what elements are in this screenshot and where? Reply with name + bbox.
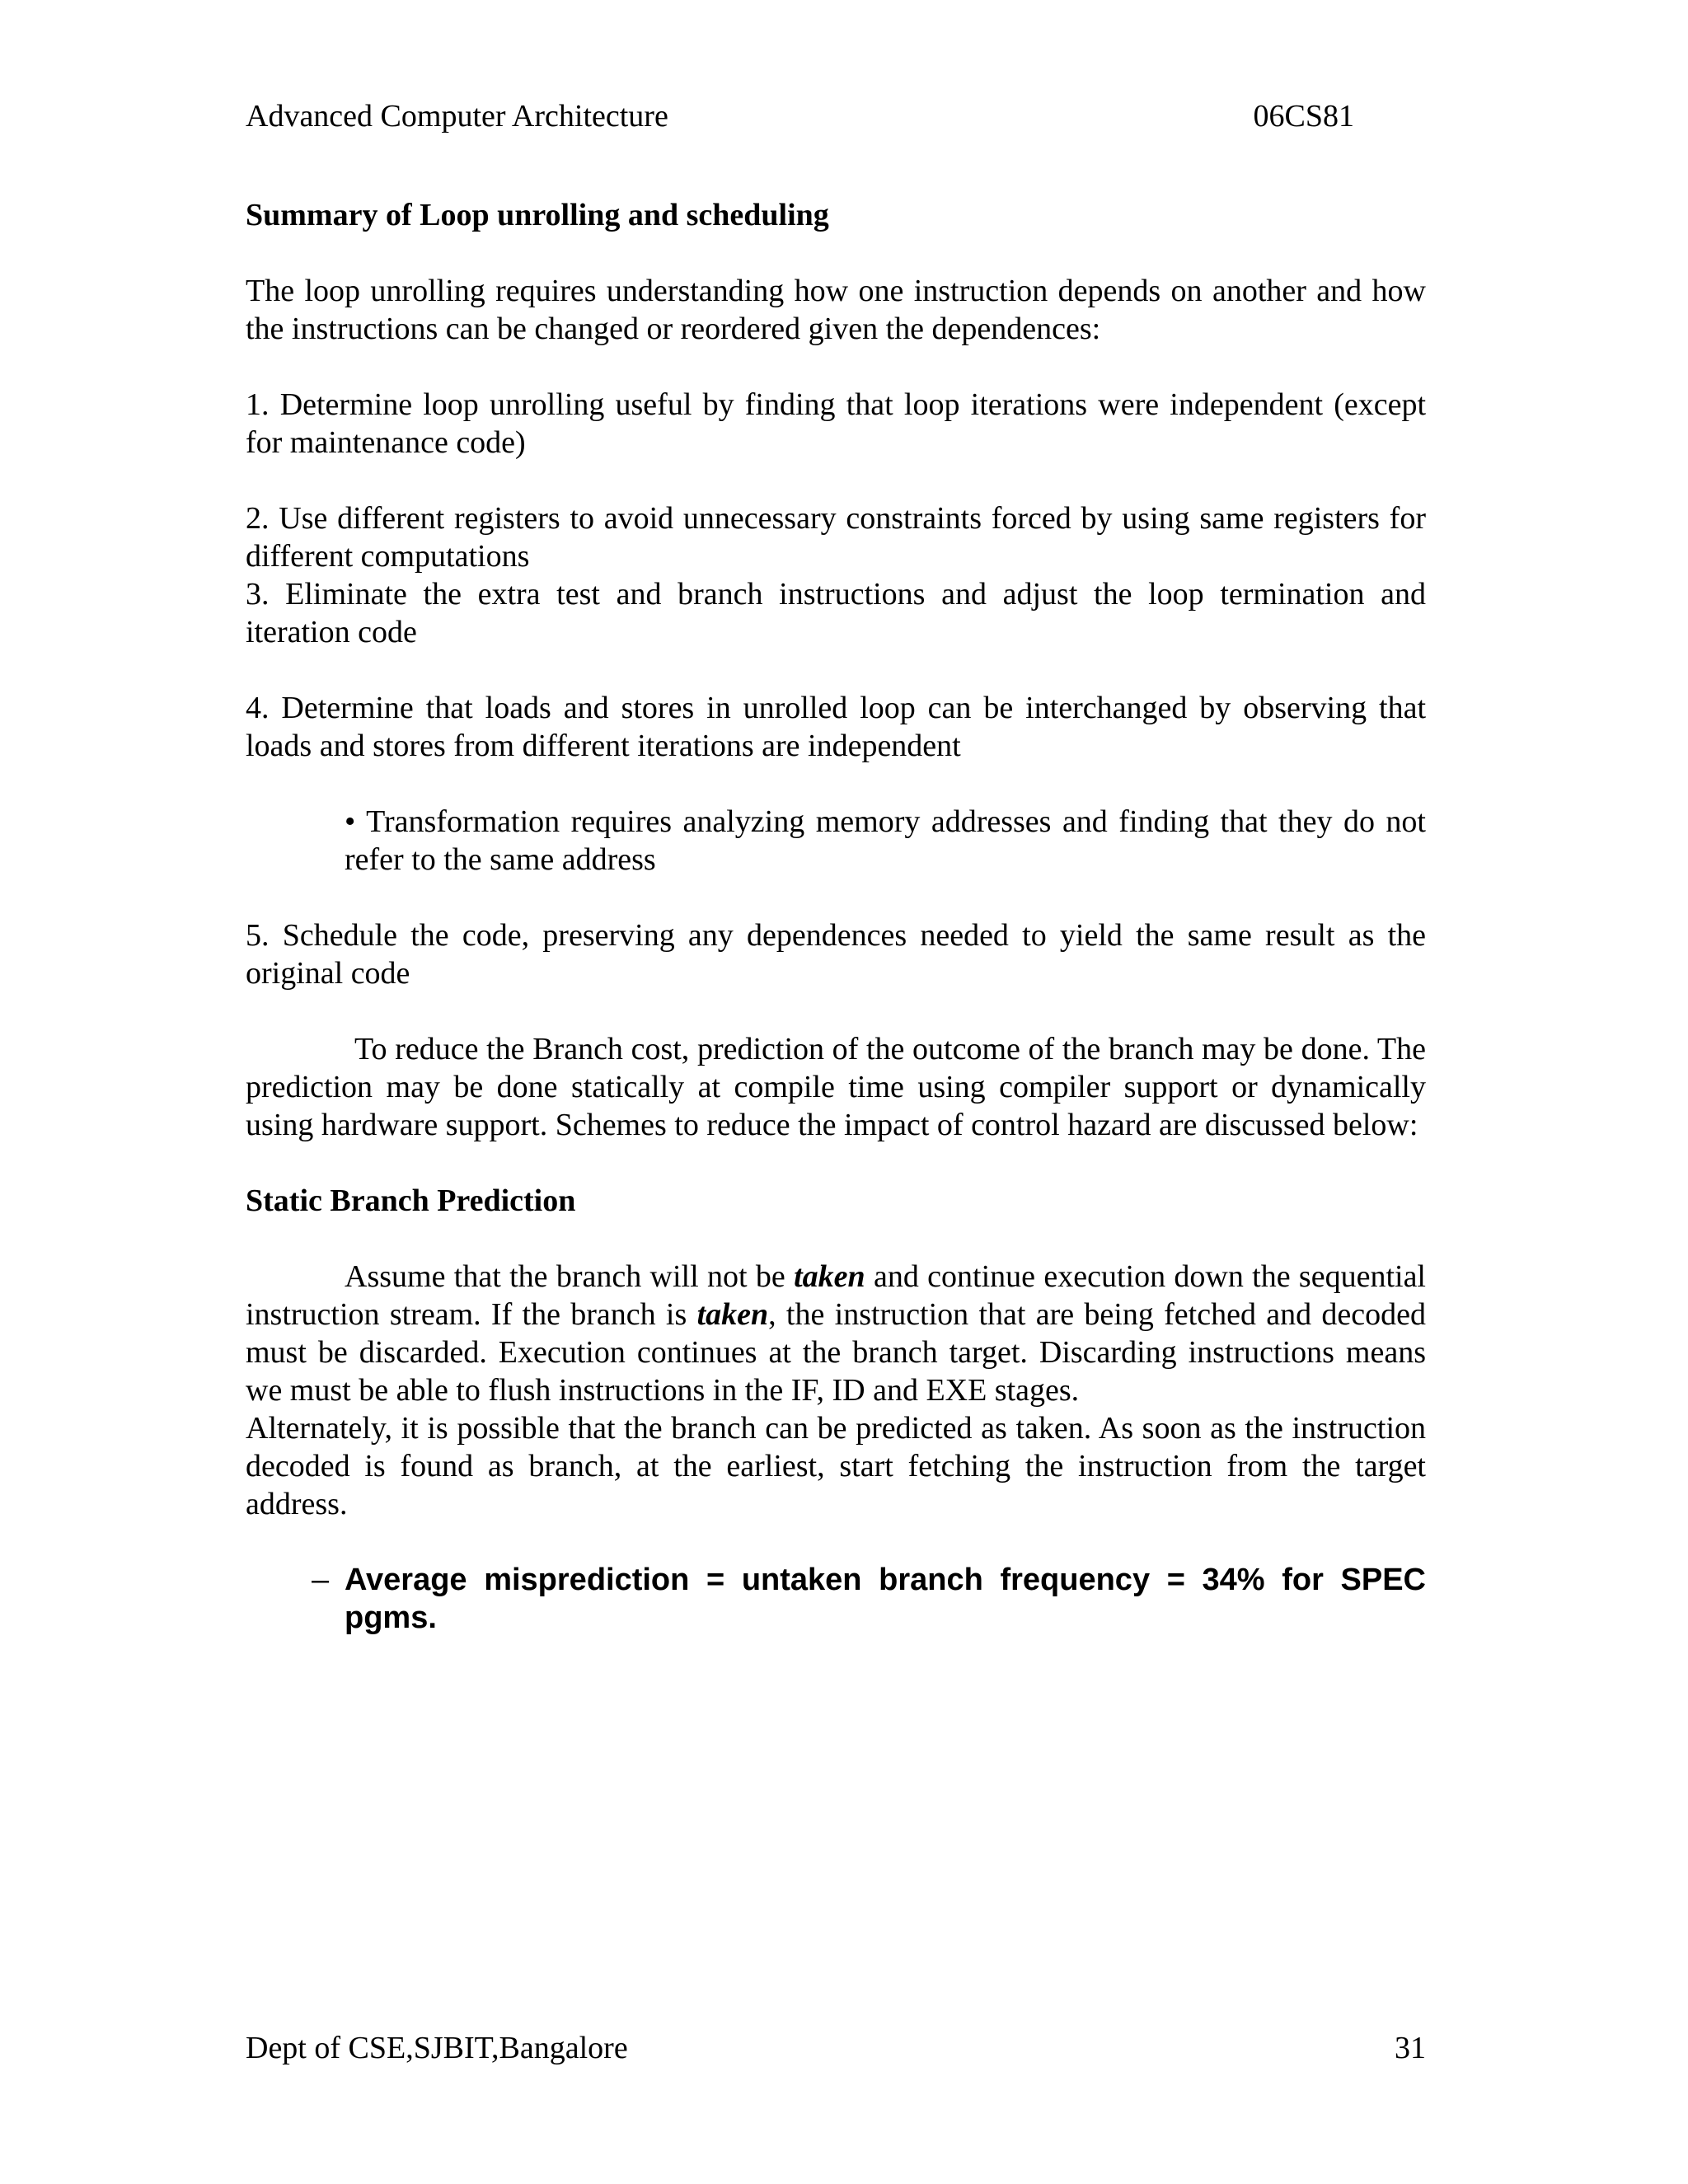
list-item-1: 1. Determine loop unrolling useful by finding that loop iterations were independent (except for maintenance code): [246, 387, 1426, 460]
static-prediction-paragraph: [246, 1258, 1426, 1409]
bullet-item: • Transformation requires analyzing memory addresses and finding that they do not refer to the same address: [345, 804, 1426, 877]
header-course-code: 06CS81: [1253, 99, 1354, 134]
bullet-block: [246, 803, 1426, 879]
header-course-title: Advanced Computer Architecture: [246, 99, 668, 134]
page-number: 31: [1395, 2031, 1426, 2065]
section-title-static-branch-prediction: Static Branch Prediction: [246, 1183, 576, 1218]
branch-cost-paragraph: To reduce the Branch cost, prediction of the outcome of the branch may be done. The prediction may be done statically at compile time using compiler support or dynamically using hardware support. Schemes to reduce the impact of control hazard are discussed below:: [246, 1032, 1426, 1142]
paragraph-text-part3: , the instruction that are being fetched and decoded must be discarded. Execution continues at the branch target. Discarding instructions means we must be able to flush instructions in the IF, ID and EXE stages.: [246, 1297, 1427, 1408]
section-title-loop-unrolling: Summary of Loop unrolling and scheduling: [246, 198, 829, 232]
emphasis-taken-2: taken: [696, 1297, 769, 1332]
page-header: [246, 97, 1354, 135]
footer-department: Dept of CSE,SJBIT,Bangalore: [246, 2031, 628, 2065]
alternate-prediction-paragraph: Alternately, it is possible that the branch can be predicted as taken. As soon as the instruction decoded is found as branch, at the earliest, start fetching the instruction from the target address.: [246, 1411, 1426, 1521]
page-footer: [246, 2029, 1426, 2067]
dash-marker: –: [312, 1563, 330, 1597]
list-item-2: 2. Use different registers to avoid unnecessary constraints forced by using same registers for different computations: [246, 501, 1426, 574]
paragraph-text-part1: Assume that the branch will not be: [345, 1259, 795, 1294]
intro-paragraph: The loop unrolling requires understanding how one instruction depends on another and how the instructions can be changed or reordered given the dependences:: [246, 274, 1426, 346]
paragraph-text-part2: and continue execution down the sequential instruction stream. If the branch is: [246, 1259, 1426, 1332]
list-item-4: 4. Determine that loads and stores in unrolled loop can be interchanged by observing that loads and stores from different iterations are independent: [246, 691, 1426, 763]
page-content: [246, 196, 1426, 1637]
misprediction-text: Average misprediction = untaken branch frequency = 34% for SPEC pgms.: [345, 1563, 1426, 1635]
misprediction-highlight: [246, 1561, 1426, 1637]
emphasis-taken-1: taken: [794, 1259, 865, 1294]
list-item-5: 5. Schedule the code, preserving any dependences needed to yield the same result as the original code: [246, 918, 1426, 991]
list-item-3: 3. Eliminate the extra test and branch instructions and adjust the loop termination and iteration code: [246, 577, 1426, 649]
